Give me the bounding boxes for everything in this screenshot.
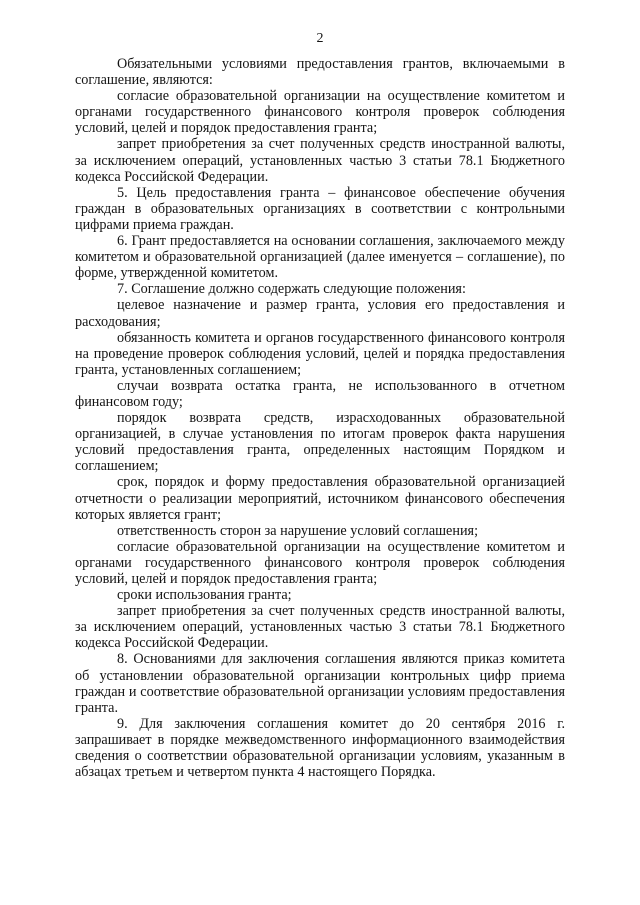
paragraph-currency-ban-repeat: запрет приобретения за счет полученных средств иностранной валюты, за исключением операций, установленных частью 3 статьи 78.1 Бюджетного кодекса Российской Федерации. [75,603,565,652]
page-number: 2 [316,31,324,46]
paragraph-consent-inspections-repeat: согласие образовательной организации на осуществление комитетом и органами государственного финансового контроля проверок соблюдения условий, целей и порядок предоставления гранта; [75,538,565,587]
paragraph-funds-return: порядок возврата средств, израсходованных образовательной организацией, в случае установления по итогам проверок факта нарушения условий предоставления гранта, определенных настоящим Порядком и соглашением; [75,410,565,475]
paragraph-liability: ответственность сторон за нарушение условий соглашения; [117,522,479,539]
paragraph-currency-ban: запрет приобретения за счет полученных средств иностранной валюты, за исключением операций, установленных частью 3 статьи 78.1 Бюджетного кодекса Российской Федерации. [75,136,565,185]
paragraph-item-9-request: 9. Для заключения соглашения комитет до 20 сентября 2016 г. запрашивает в порядке межведомственного информационного взаимодействия сведения о соответствии образовательной организации условиям, указанным в абзацах третьем и четвертом пункта 4 настоящего Порядка. [75,715,565,781]
paragraph-balance-return: случаи возврата остатка гранта, не использованного в отчетном финансовом году; [75,377,565,410]
paragraph-reporting: срок, порядок и форму предоставления образовательной организацией отчетности о реализации мероприятий, источником финансового обеспечения которых является грант; [75,474,565,523]
paragraph-item-8-grounds: 8. Основаниями для заключения соглашения являются приказ комитета об установлении образовательной организации контрольных цифр приема граждан и соответствие образовательной организации условиям предоставления гранта. [75,651,565,716]
paragraph-committee-duty: обязанность комитета и органов государственного финансового контроля на проведение проверок соблюдения условий, целей и порядка предоставления гранта, установленных соглашением; [75,329,565,378]
paragraph-obligatory-conditions: Обязательными условиями предоставления грантов, включаемыми в соглашение, являются: [75,56,565,89]
paragraph-item-7-provisions: 7. Соглашение должно содержать следующие положения: [117,281,466,298]
paragraph-target-purpose: целевое назначение и размер гранта, условия его предоставления и расходования; [75,297,565,330]
document-body [75,56,565,780]
paragraph-item-5-purpose: 5. Цель предоставления гранта – финансовое обеспечение обучения граждан в образовательных организациях в соответствии с контрольными цифрами приема граждан. [75,184,565,233]
paragraph-consent-inspections: согласие образовательной организации на осуществление комитетом и органами государственного финансового контроля проверок соблюдения условий, целей и порядок предоставления гранта; [75,88,565,137]
paragraph-usage-terms: сроки использования гранта; [117,587,292,604]
paragraph-item-6-agreement: 6. Грант предоставляется на основании соглашения, заключаемого между комитетом и образовательной организацией (далее именуется – соглашение), по форме, утвержденной комитетом. [75,233,565,282]
